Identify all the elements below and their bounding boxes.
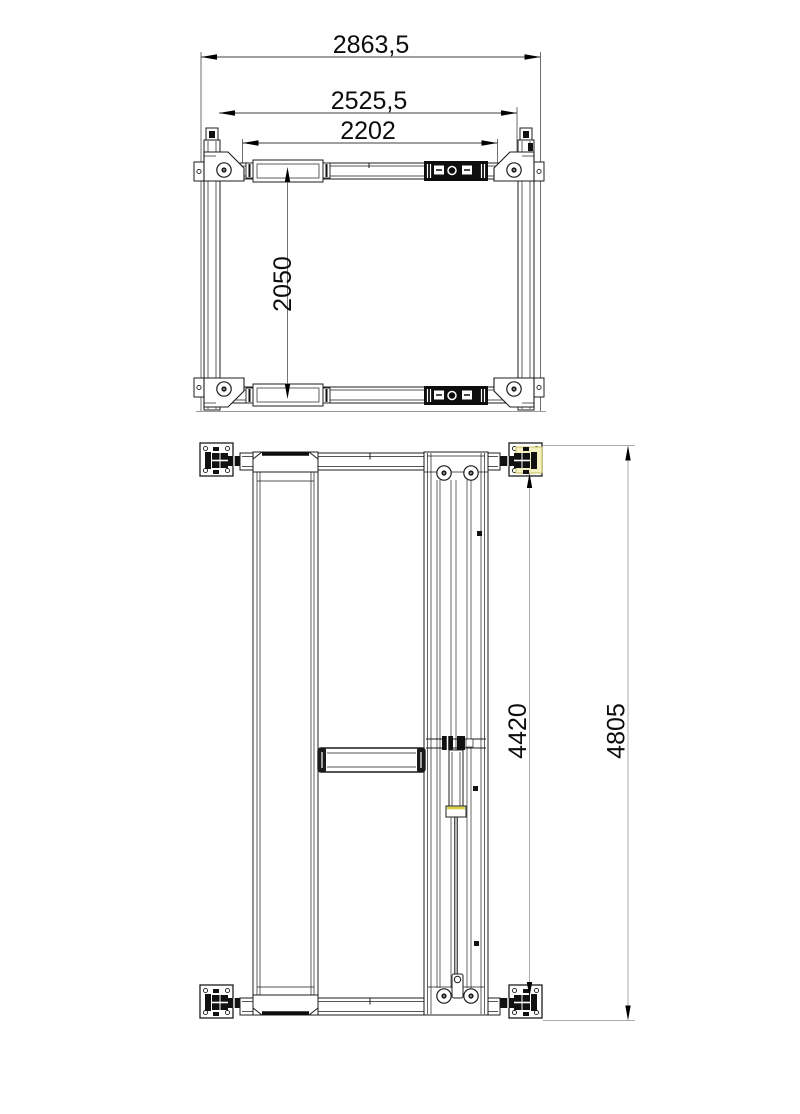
top-view — [194, 31, 546, 412]
pulley-top-left — [437, 466, 451, 480]
gusset-top-left — [194, 152, 244, 181]
power-unit-top — [424, 161, 488, 181]
dim-label-beam-width: 2202 — [340, 117, 396, 145]
dim-label-overall-width: 2863,5 — [332, 31, 410, 59]
dimension-overall-length — [543, 446, 635, 1021]
dim-label-inner-width: 2525,5 — [330, 87, 408, 115]
dim-label-runway-gap: 2050 — [269, 256, 297, 312]
gusset-top-right — [494, 152, 544, 181]
dimension-overall-width — [201, 31, 541, 60]
power-unit-bottom — [424, 386, 488, 405]
dimension-platform-length — [504, 473, 532, 997]
pulley-top-right — [464, 466, 478, 480]
dimension-runway-gap — [269, 167, 297, 399]
pulley-bottom-left — [437, 989, 451, 1003]
left-runway — [253, 452, 318, 1015]
dim-label-overall-length: 4805 — [602, 703, 631, 759]
platform-view — [200, 443, 635, 1021]
center-crossbar — [318, 748, 425, 772]
dim-label-platform-length: 4420 — [504, 703, 532, 759]
right-runway — [424, 452, 488, 1015]
dimension-inner-width — [219, 87, 517, 116]
dimension-beam-width — [243, 117, 498, 146]
pulley-bottom-right — [464, 989, 478, 1003]
